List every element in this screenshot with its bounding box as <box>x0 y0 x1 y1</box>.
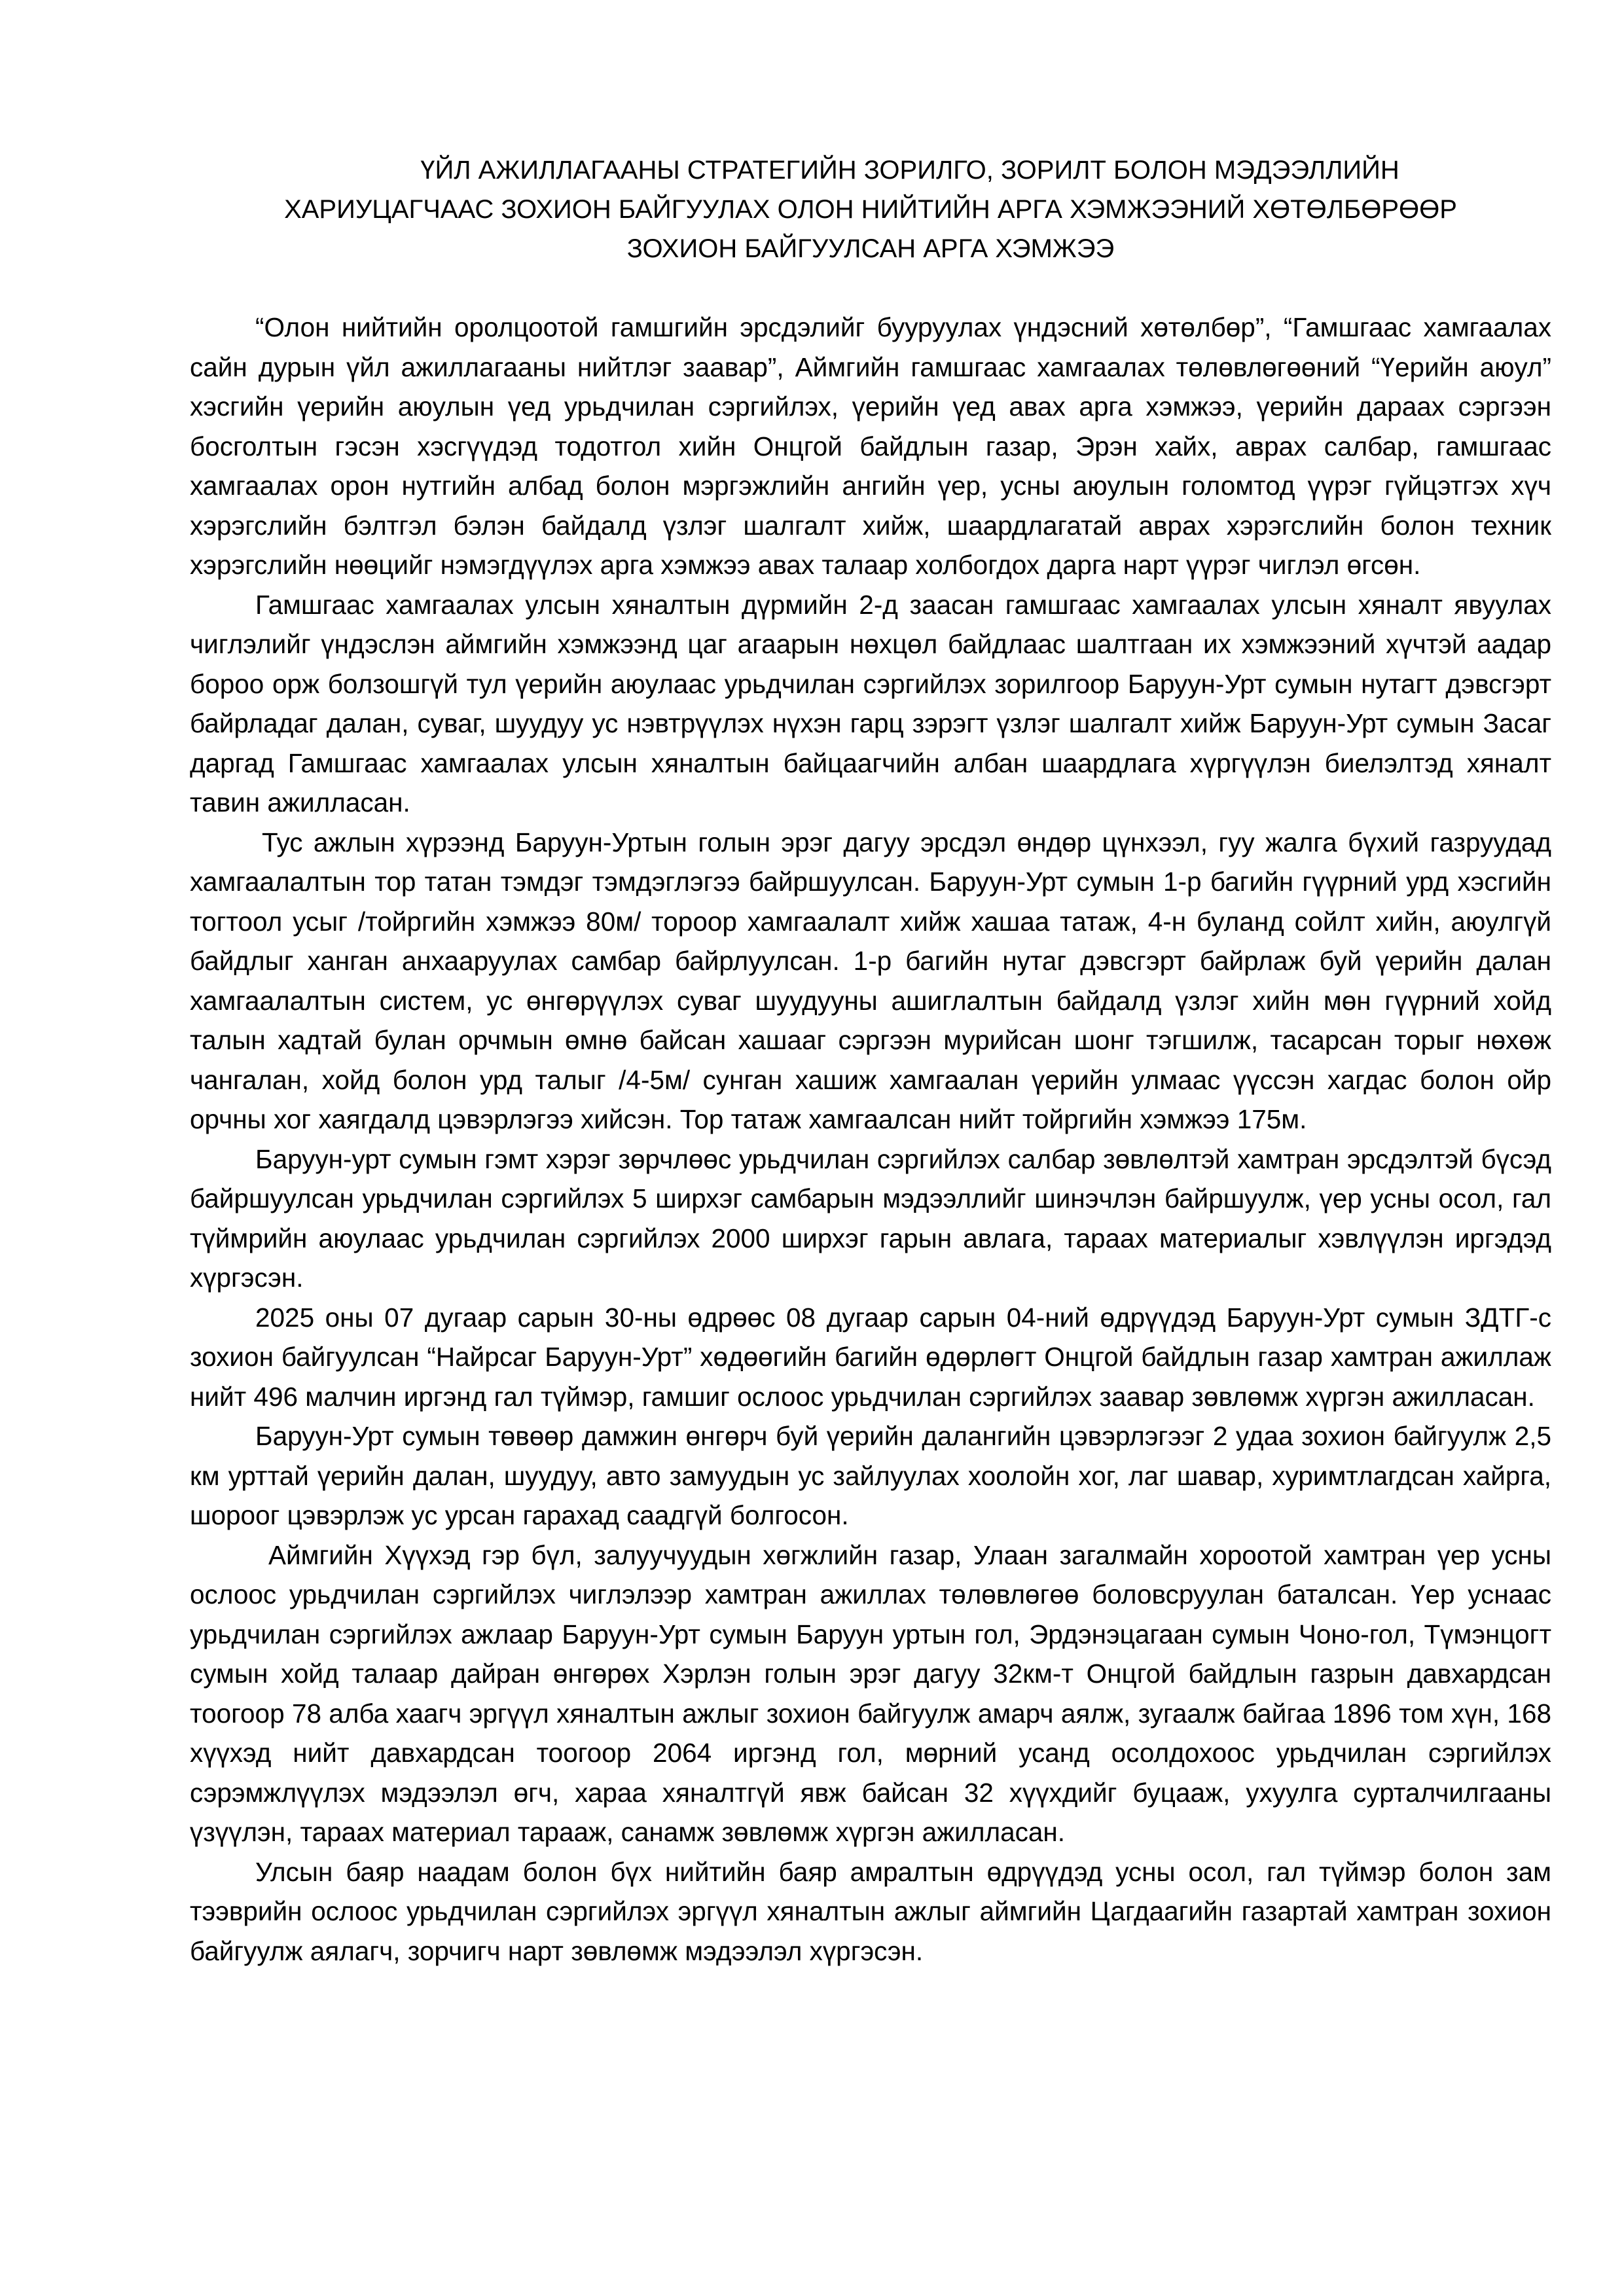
paragraph-3: Тус ажлын хүрээнд Баруун-Уртын голын эрэг дагуу эрсдэл өндөр цүнхээл, гуу жалга бүхий газруудад хамгаалалтын тор татан тэмдэг тэмдэглэгээ байршуулсан. Баруун-Урт сумын 1-р багийн гүүрний урд хэсгийн тогтоол усыг /тойргийн хэмжээ 80м/ тороор хамгаалалт хийж хашаа татаж, 4-н буланд сойлт хийн, аюулгүй байдлыг ханган анхааруулах самбар байрлуулсан. 1-р багийн нутаг дэвсгэрт байрлаж буй үерийн далан хамгаалалтын систем, ус өнгөрүүлэх суваг шуудууны ашиглалтын байдалд үзлэг хийн мөн гүүрний хойд талын хадтай булан орчмын өмнө байсан хашааг сэргээн мурийсан шонг тэгшилж, тасарсан торыг нөхөж чангалан, хойд болон урд талыг /4-5м/ сунган хашиж хамгаалан үерийн улмаас үүссэн хагдас болон ойр орчны хог хаягдалд цэвэрлэгээ хийсэн. Тор татаж хамгаалсан нийт тойргийн хэмжээ 175м. <box>190 827 1551 1134</box>
paragraph-7: Аймгийн Хүүхэд гэр бүл, залуучуудын хөгжлийн газар, Улаан загалмайн хороотой хамтран үер усны ослоос урьдчилан сэргийлэх чиглэлээр хамтран ажиллах төлөвлөгөө боловсруулан баталсан. Үер уснаас урьдчилан сэргийлэх ажлаар Баруун-Урт сумын Баруун уртын гол, Эрдэнэцагаан сумын Чоно-гол, Түмэнцогт сумын хойд талаар дайран өнгөрөх Хэрлэн голын эрэг дагуу 32км-т Онцгой байдлын газрын давхардсан тоогоор 78 алба хаагч эргүүл хяналтын ажлыг зохион байгуулж амарч аялж, зугаалж байгаа 1896 том хүн, 168 хүүхэд нийт давхардсан тоогоор 2064 иргэнд гол, мөрний усанд осолдохоос урьдчилан сэргийлэх сэрэмжлүүлэх мэдээлэл өгч, хараа хяналтгүй явж байсан 32 хүүхдийг буцааж, ухуулга сурталчилгааны үзүүлэн, тараах материал тарааж, санамж зөвлөмж хүргэн ажилласан. <box>190 1539 1551 1847</box>
paragraph-6: Баруун-Урт сумын төвөөр дамжин өнгөрч буй үерийн далангийн цэвэрлэгээг 2 удаа зохион байгуулж 2,5 км урттай үерийн далан, шуудуу, авто замуудын ус зайлуулах хоолойн хог, лаг шавар, хуримтлагдсан хайрга, шороог цэвэрлэж ус урсан гарахад саадгүй болгосон. <box>190 1421 1551 1530</box>
title-line-2: ХАРИУЦАГЧААС ЗОХИОН БАЙГУУЛАХ ОЛОН НИЙТИЙН АРГА ХЭМЖЭЭНИЙ ХӨТӨЛБӨРӨӨР <box>284 195 1457 224</box>
paragraph-1: “Олон нийтийн оролцоотой гамшгийн эрсдэлийг бууруулах үндэсний хөтөлбөр”, “Гамшгаас хамгаалах сайн дурын үйл ажиллагааны нийтлэг заавар”, Аймгийн гамшгаас хамгаалах төлөвлөгөөний “Үерийн аюул” хэсгийн үерийн аюулын үед урьдчилан сэргийлэх, үерийн үед авах арга хэмжээ, үерийн дараах сэргээн босголтын гэсэн хэсгүүдэд тодотгол хийн Онцгой байдлын газар, Эрэн хайх, аврах салбар, гамшгаас хамгаалах орон нутгийн албад болон мэргэжлийн ангийн үер, усны аюулын голомтод үүрэг гүйцэтгэх хүч хэрэгслийн бэлтгэл бэлэн байдалд үзлэг шалгалт хийж, шаардлагатай аврах хэрэгслийн болон техник хэрэгслийн нөөцийг нэмэгдүүлэх арга хэмжээ авах талаар холбогдох дарга нарт үүрэг чиглэл өгсөн. <box>190 312 1551 580</box>
paragraph-2: Гамшгаас хамгаалах улсын хяналтын дүрмийн 2-д заасан гамшгаас хамгаалах улсын хяналт явуулах чиглэлийг үндэслэн аймгийн хэмжээнд цаг агаарын нөхцөл байдлаас шалтгаан их хэмжээний хүчтэй аадар бороо орж болзошгүй тул үерийн аюулаас урьдчилан сэргийлэх зорилгоор Баруун-Урт сумын нутагт дэвсгэрт байрладаг далан, суваг, шуудуу ус нэвтрүүлэх нүхэн гарц зэрэгт үзлэг шалгалт хийж Баруун-Урт сумын Засаг даргад Гамшгаас хамгаалах улсын хяналтын байцаагчийн албан шаардлага хүргүүлэн биелэлтэд хяналт тавин ажилласан. <box>190 589 1551 817</box>
document-page <box>190 151 1551 1971</box>
document-title <box>190 151 1551 268</box>
title-line-3: ЗОХИОН БАЙГУУЛСАН АРГА ХЭМЖЭЭ <box>626 234 1115 263</box>
paragraph-5: 2025 оны 07 дугаар сарын 30-ны өдрөөс 08 дугаар сарын 04-ний өдрүүдэд Баруун-Урт сумын ЗДТГ-с зохион байгуулсан “Найрсаг Баруун-Урт” хөдөөгийн багийн өдөрлөгт Онцгой байдлын газар хамтран ажиллаж нийт 496 малчин иргэнд гал түймэр, гамшиг ослоос урьдчилан сэргийлэх заавар зөвлөмж хүргэн ажилласан. <box>190 1302 1551 1412</box>
paragraph-8: Улсын баяр наадам болон бүх нийтийн баяр амралтын өдрүүдэд усны осол, гал түймэр болон зам тээврийн ослоос урьдчилан сэргийлэх эргүүл хяналтын ажлыг аймгийн Цагдаагийн газартай хамтран зохион байгуулж аялагч, зорчигч нарт зөвлөмж мэдээлэл хүргэсэн. <box>190 1856 1551 1966</box>
title-line-1: ҮЙЛ АЖИЛЛАГААНЫ СТРАТЕГИЙН ЗОРИЛГО, ЗОРИЛТ БОЛОН МЭДЭЭЛЛИЙН <box>420 156 1399 185</box>
paragraph-4: Баруун-урт сумын гэмт хэрэг зөрчлөөс урьдчилан сэргийлэх салбар зөвлөлтэй хамтран эрсдэлтэй бүсэд байршуулсан урьдчилан сэргийлэх 5 ширхэг самбарын мэдээллийг шинэчлэн байршуулж, үер усны осол, гал түймрийн аюулаас урьдчилан сэргийлэх 2000 ширхэг гарын авлага, тараах материалыг хэвлүүлэн иргэдэд хүргэсэн. <box>190 1143 1551 1293</box>
